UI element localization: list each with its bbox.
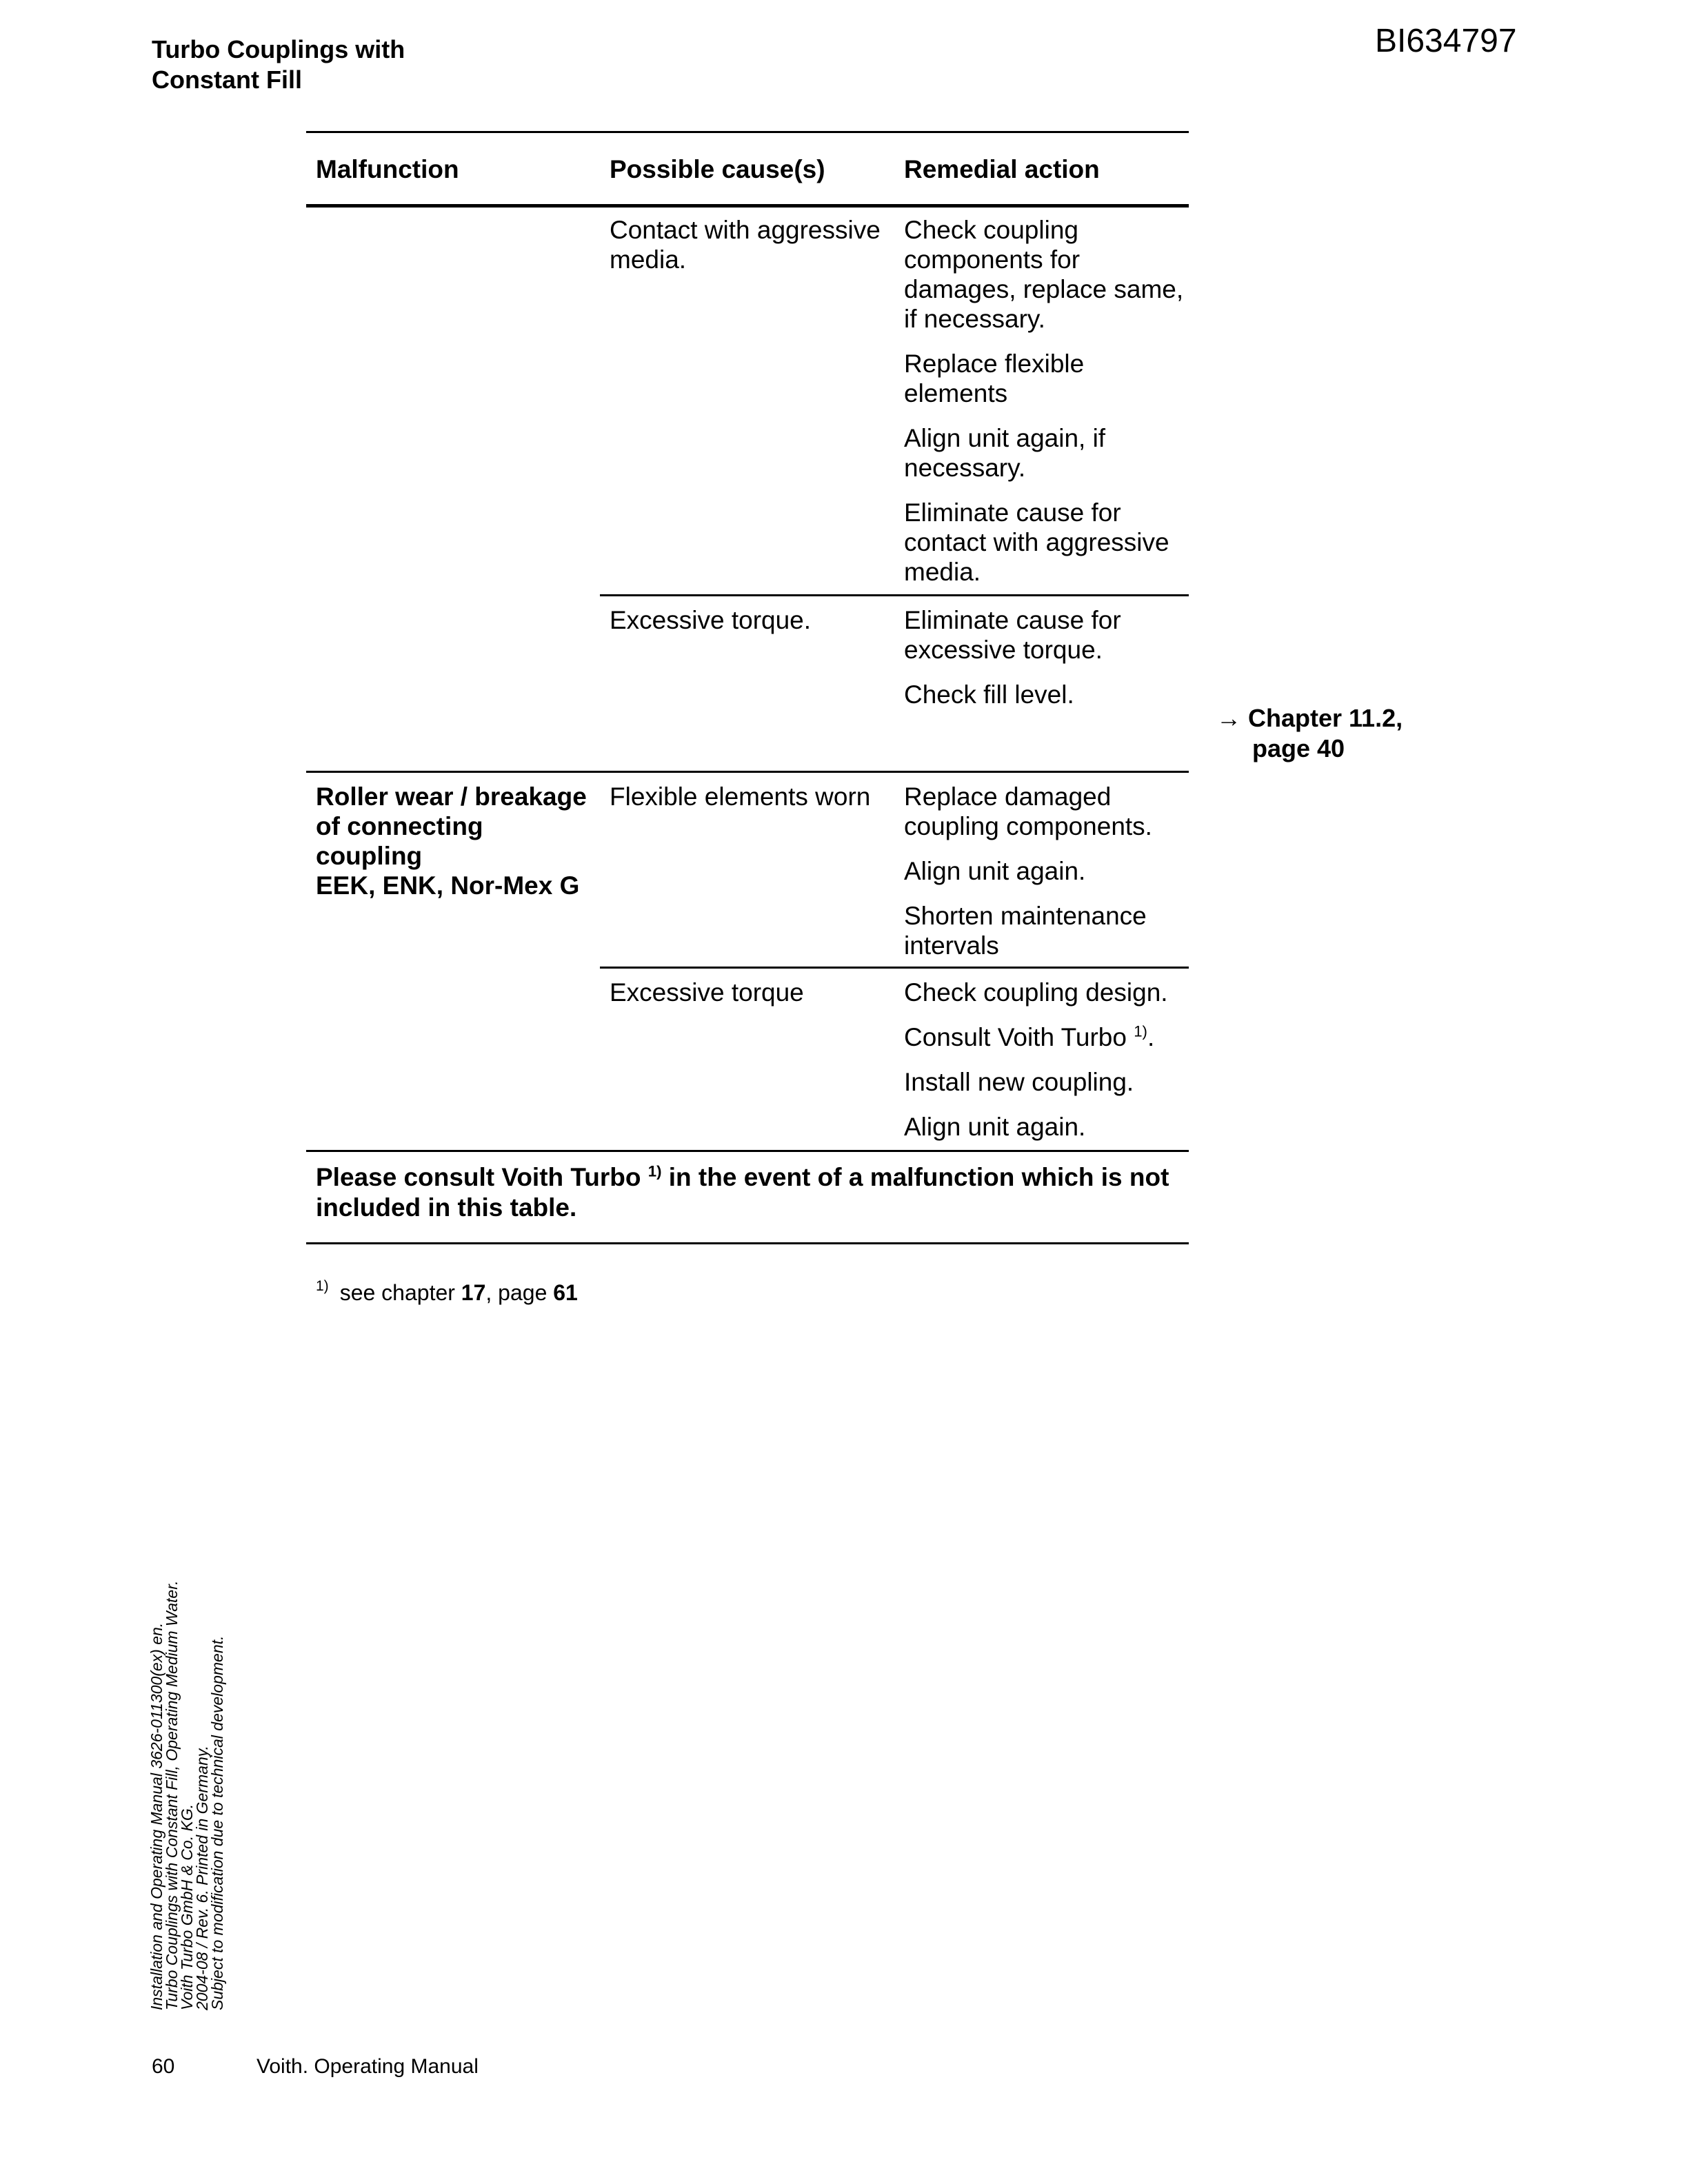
footnote-prefix: see chapter (339, 1280, 455, 1305)
action-eliminate-excessive-torque: Eliminate cause for excessive torque. (904, 606, 1121, 664)
malfunction-roller-wear (316, 782, 605, 900)
malfunction-line: coupling (316, 842, 423, 870)
footer-title: Voith. Operating Manual (257, 2055, 479, 2078)
document-id: BI634797 (1375, 23, 1517, 59)
table-top-rule (306, 131, 1189, 133)
footnote-page: 61 (553, 1280, 578, 1305)
cause-excessive-torque-2: Excessive torque (610, 978, 804, 1007)
chapter-reference-line2: page 40 (1252, 734, 1345, 762)
side-note-line: Turbo Couplings with Constant Fill, Operating Medium Water. (163, 1580, 181, 2010)
row-divider-group2 (600, 967, 1189, 969)
page-number: 60 (152, 2055, 175, 2078)
column-header-causes: Possible cause(s) (610, 155, 825, 183)
side-note-line: Subject to modification due to technical development. (208, 1635, 226, 2010)
column-header-malfunction: Malfunction (316, 155, 459, 183)
malfunction-line: of connecting (316, 812, 483, 840)
side-note-line: Voith Turbo GmbH & Co. KG. (178, 1803, 196, 2010)
action-replace-damaged-components: Replace damaged coupling components. (904, 782, 1152, 840)
row-divider-group1 (600, 594, 1189, 596)
manual-side-note (149, 1581, 225, 2010)
document-title (152, 34, 405, 95)
malfunction-line: Roller wear / breakage (316, 782, 587, 811)
row-divider-note (306, 1150, 1189, 1152)
cause-aggressive-media: Contact with aggressive media. (610, 216, 881, 274)
action-align-unit-if-necessary: Align unit again, if necessary. (904, 424, 1106, 482)
action-check-fill-level: Check fill level. (904, 680, 1074, 709)
footnote (316, 1273, 578, 1306)
note-footnote-ref: 1) (647, 1162, 662, 1180)
malfunction-line: EEK, ENK, Nor-Mex G (316, 871, 580, 900)
table-header-rule (306, 204, 1189, 208)
table-bottom-rule (306, 1242, 1189, 1244)
row-divider-malfunction (306, 771, 1189, 773)
footnote-chapter: 17 (461, 1280, 486, 1305)
cause-excessive-torque-1: Excessive torque. (610, 606, 812, 634)
consult-footnote-ref: 1) (1134, 1022, 1147, 1040)
action-install-new-coupling: Install new coupling. (904, 1068, 1134, 1096)
action-check-coupling-design: Check coupling design. (904, 978, 1168, 1007)
footnote-mark: 1) (316, 1278, 329, 1294)
side-note-line: Installation and Operating Manual 3626-011300(ex) en. (148, 1622, 165, 2010)
action-check-components: Check coupling components for damages, replace same, if necessary. (904, 216, 1184, 333)
footnote-mid: , page (485, 1280, 547, 1305)
note-part2: in the event of a malfunction which is not included in this table. (316, 1163, 1169, 1222)
note-part1: Please consult Voith Turbo (316, 1163, 641, 1191)
action-shorten-maintenance: Shorten maintenance intervals (904, 902, 1147, 960)
chapter-reference (1216, 703, 1403, 764)
consult-text: Consult Voith Turbo (904, 1023, 1127, 1051)
action-eliminate-aggressive-media: Eliminate cause for contact with aggressive media. (904, 498, 1169, 586)
side-note-line: 2004-08 / Rev. 6. Printed in Germany. (193, 1746, 211, 2010)
action-align-unit-again: Align unit again. (904, 857, 1086, 885)
document-title-line2: Constant Fill (152, 65, 302, 94)
action-align-unit-again-2: Align unit again. (904, 1113, 1086, 1141)
column-header-remedial-action: Remedial action (904, 155, 1100, 183)
action-replace-flexible-elements: Replace flexible elements (904, 350, 1085, 407)
document-title-line1: Turbo Couplings with (152, 35, 405, 63)
table-note (316, 1162, 1171, 1223)
action-consult-voith (904, 1022, 1187, 1052)
consult-period: . (1147, 1023, 1155, 1051)
chapter-reference-line1: → Chapter 11.2, (1216, 704, 1403, 732)
cause-flexible-elements-worn: Flexible elements worn (610, 782, 871, 811)
